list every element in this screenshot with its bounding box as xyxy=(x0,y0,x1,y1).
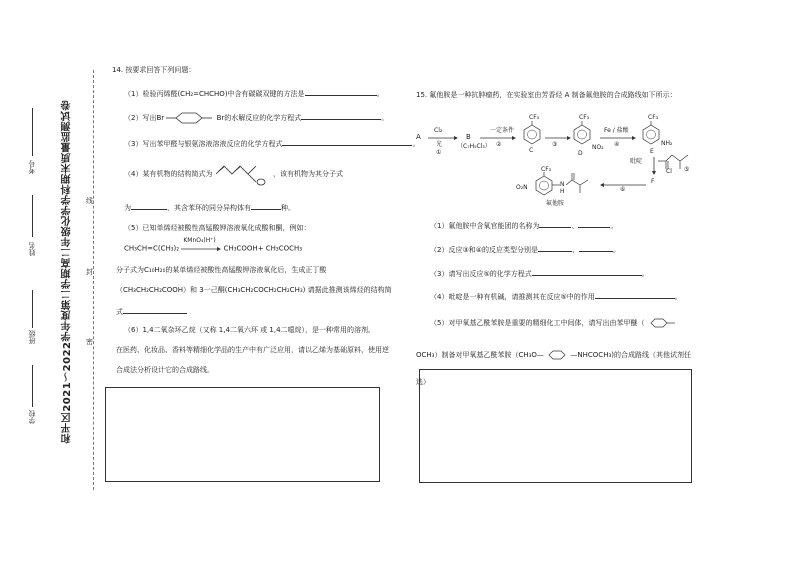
q15-part5-a: （5）对甲氧基乙酰苯胺是重要的精细化工中间体，请写出由苯甲醚（ xyxy=(430,318,675,328)
q14-part5-b: 分子式为C₁₀H₂₀的某单烯烃被酸性高锰酸钾溶液氧化后，生成正丁酸 xyxy=(116,266,327,274)
q14-answer-box[interactable] xyxy=(105,387,380,482)
q15-part4: （4）吡啶是一种有机碱，请推测其在反应⑤中的作用 。 xyxy=(430,293,682,301)
cyclohexane-ring-icon xyxy=(166,112,214,124)
q14-part2-answer[interactable] xyxy=(301,112,381,120)
compound-B-formula: （C₇H₅Cl₃） xyxy=(457,143,491,150)
step2-label: ② xyxy=(496,141,502,148)
q15-heading: 15. 氟他胺是一种抗肿瘤药，在实验室由芳香烃 A 制备氟他胺的合成路线如下所示： xyxy=(416,91,677,99)
q15-part4-answer[interactable] xyxy=(595,291,675,299)
product-o2n: O₂N xyxy=(516,184,528,191)
q14-formula-answer[interactable] xyxy=(131,202,167,210)
seal-mark: 封 xyxy=(86,268,93,276)
reagent-cl2: Cl₂ xyxy=(434,127,443,134)
q14-isomer-count-answer[interactable] xyxy=(251,202,281,210)
q15-part1: （1）氟他胺中含氧官能团的名称为 、 。 xyxy=(430,222,618,230)
q15-part1-answer-b[interactable] xyxy=(578,220,610,228)
q15-part3: （3）请写出反应⑤的化学方程式 。 xyxy=(430,270,649,278)
compound-C-cf3: CF₃ xyxy=(529,114,540,121)
class-label: 班级 xyxy=(28,330,36,344)
step6-label: ⑥ xyxy=(620,186,626,193)
id-label: 考号 xyxy=(28,160,36,174)
q15-answer-box[interactable] xyxy=(419,369,692,483)
q14-part4: （4）某有机物的结构简式为 xyxy=(124,170,213,178)
q14-part1: （1）检验丙烯醛(CH₂=CHCHO)中含有碳碳双键的方法是 。 xyxy=(124,90,384,98)
q14-part5-d: 式 xyxy=(116,306,187,317)
q14-part3-answer[interactable] xyxy=(282,138,412,146)
compound-F: F xyxy=(651,178,655,185)
product-name: 氟他胺 xyxy=(546,200,565,207)
compound-D-no2: NO₂ xyxy=(592,144,604,151)
product-cf3: CF₃ xyxy=(541,166,552,173)
product-h: H xyxy=(560,188,565,195)
condition-4: Fe / 盐酸 xyxy=(604,127,629,134)
q15-part2-answer-a[interactable] xyxy=(538,244,572,252)
benzene-ring-D-icon xyxy=(572,121,592,145)
acyl-chloride-cl: Cl xyxy=(666,168,672,175)
id-blank xyxy=(32,108,33,156)
q14-heading: 14. 按要求回答下列问题： xyxy=(112,66,196,74)
anisole-ring-icon xyxy=(647,318,675,328)
q14-part5-c: （CH₃CH₂CH₂COOH）和 3一己酮(CH₃CH₂COCH₂CH₂CH₃) 请据此推测该烯烃的结构简 xyxy=(116,286,392,294)
q14-part5-reaction: CH₃CH=C(CH₃)₂ KMnO₄(H⁺) CH₃COOH+ CH₃COCH₃ xyxy=(124,237,303,253)
compound-A: A xyxy=(416,133,421,141)
compound-B: B xyxy=(466,133,471,141)
q14-part6-c: 合成法分析设计它的合成路线。 xyxy=(116,366,214,374)
q15-part3-answer[interactable] xyxy=(532,268,642,276)
arrow-step5-icon xyxy=(651,157,657,175)
step1-label: ① xyxy=(436,149,442,156)
compound-D: D xyxy=(578,150,583,157)
binding-line xyxy=(93,70,94,490)
q15-part1-answer-a[interactable] xyxy=(539,220,571,228)
compound-D-cf3: CF₃ xyxy=(579,114,590,121)
reaction-arrow-icon: KMnO₄(H⁺) xyxy=(181,244,221,253)
q14-part4-b: 为 ，其含苯环的同分异构体有 种。 xyxy=(124,204,295,212)
condition-2: 一定条件 xyxy=(490,127,515,134)
condition-light: 光 xyxy=(436,141,443,148)
secret-mark: 密 xyxy=(86,338,93,346)
step3-label: ③ xyxy=(552,141,558,148)
exam-title: 和平区2021～2022学年度第二学期高二年级化学学科期末质量监测试卷 xyxy=(62,100,73,444)
name-blank xyxy=(32,195,33,237)
step5-label: ⑤ xyxy=(684,166,690,173)
compound-E-cf3: CF₃ xyxy=(648,114,659,121)
para-phenylene-ring-icon xyxy=(546,350,568,360)
q14-part6-a: （6）1,4二氧杂环乙烷（又称 1,4二氧六环 或 1,4二噁烷），是一种常用的溶剂, xyxy=(124,326,371,334)
arrow-step1-icon xyxy=(428,135,458,141)
class-blank xyxy=(32,290,33,328)
reagent-pyridine: 吡啶 xyxy=(630,158,643,165)
name-label: 姓名 xyxy=(28,242,36,256)
benzene-ring-E-icon xyxy=(641,121,661,145)
q15-part5-d: 选） xyxy=(416,378,430,386)
arrow-step3-icon xyxy=(545,135,571,141)
flutamide-structure-icon xyxy=(534,172,602,198)
compound-E: E xyxy=(650,148,654,155)
product-n: N xyxy=(560,181,565,188)
step4-label: ④ xyxy=(614,141,620,148)
q15-part2-answer-b[interactable] xyxy=(579,244,613,252)
line-mark: 线 xyxy=(86,197,93,205)
q14-part6-b: 在医药、化妆品、香料等精细化学品的生产中有广泛应用，请以乙烯为基础原料，使用逆 xyxy=(116,346,389,354)
benzene-ring-C-icon xyxy=(522,121,542,145)
school-blank xyxy=(32,365,33,407)
q14-part1-answer[interactable] xyxy=(305,88,377,96)
q14-part2: （2）写出Br Br的水解反应的化学方程式 。 xyxy=(124,114,389,122)
q14-part5: （5）已知单烯烃被酸性高锰酸钾溶液氧化成酸和酮，例如： xyxy=(124,224,311,232)
q14-part3: （3）写出苯甲醛与银氨溶液溶液反应的化学方程式 。 xyxy=(124,140,420,148)
q14-part4-tail: ，该有机物为其分子式 xyxy=(273,170,343,178)
compound-E-nh2: NH₂ xyxy=(661,140,673,147)
q15-part5-b: OCH₃）制备对甲氧基乙酰苯胺（CH₃O— —NHCOCH₃)的合成路线（其他试剂任 xyxy=(416,351,691,359)
school-label: 学校 xyxy=(28,410,36,424)
q14-part5-answer[interactable] xyxy=(123,306,187,314)
conjugated-aldehyde-structure-icon xyxy=(214,160,270,188)
q15-part2: （2）反应③和④的反应类型分别是 、 。 xyxy=(430,246,621,254)
compound-C: C xyxy=(529,147,534,154)
